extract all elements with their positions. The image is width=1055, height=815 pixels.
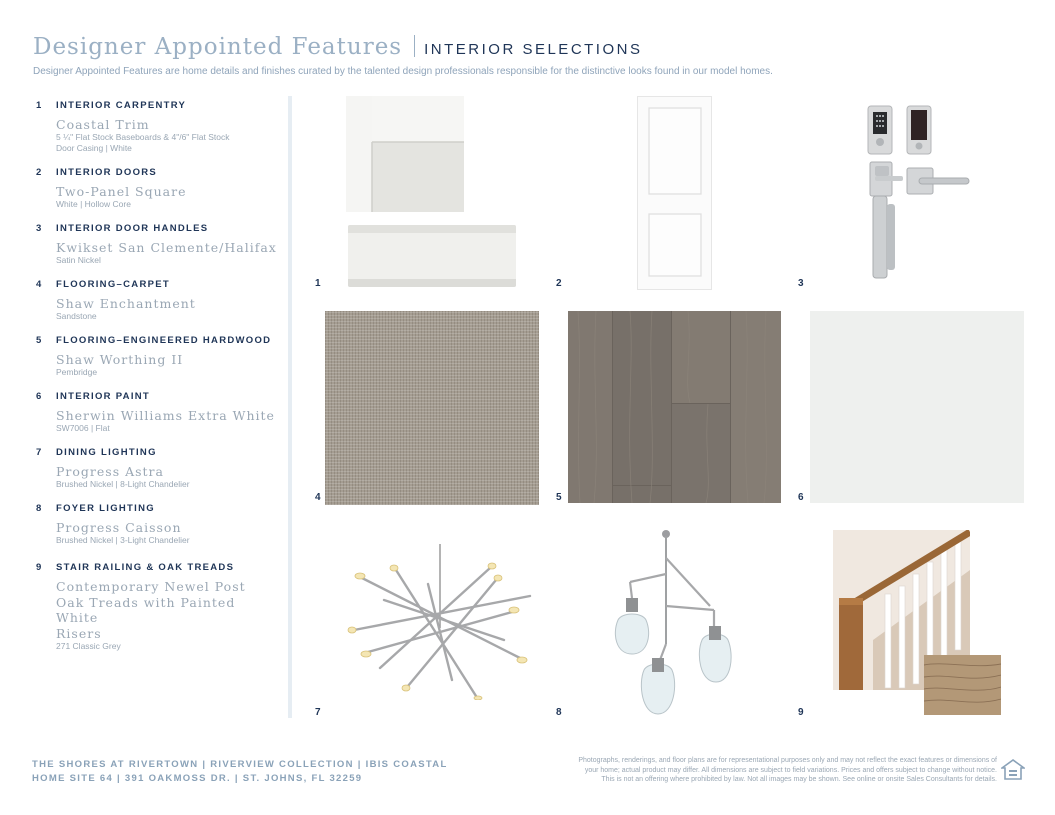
list-item xyxy=(36,279,281,322)
item-detail: Door Casing | White xyxy=(56,143,132,153)
item-number: 4 xyxy=(36,279,42,290)
panel-label: 2 xyxy=(556,278,562,289)
hardwood-swatch xyxy=(568,311,781,503)
item-product: Oak Treads with Painted White xyxy=(56,595,236,625)
item-number: 5 xyxy=(36,335,42,346)
divider-line xyxy=(288,96,292,718)
disclaimer-line: Photographs, renderings, and floor plans are for representational purposes only and may not reflect the exact features or dimensions of xyxy=(578,757,997,764)
panel-label: 4 xyxy=(315,492,321,503)
list-item xyxy=(36,503,281,546)
item-heading: FLOORING–ENGINEERED HARDWOOD xyxy=(56,335,272,346)
equal-housing-icon xyxy=(1001,759,1025,781)
title-subtitle: INTERIOR SELECTIONS xyxy=(424,41,643,58)
page-title xyxy=(33,34,642,60)
paint-swatch xyxy=(810,311,1024,503)
item-detail: 5 ¼" Flat Stock Baseboards & 4"/6" Flat Stock xyxy=(56,132,230,142)
list-item xyxy=(36,391,281,434)
oak-tread-swatch xyxy=(924,655,1001,715)
item-detail: White | Hollow Core xyxy=(56,199,131,209)
baseboard-image xyxy=(348,225,516,287)
panel-label: 9 xyxy=(798,707,804,718)
item-product: Shaw Worthing II xyxy=(56,352,184,367)
footer-community-info xyxy=(32,758,448,786)
item-product: Progress Caisson xyxy=(56,520,182,535)
item-number: 2 xyxy=(36,167,42,178)
list-item xyxy=(36,447,281,490)
item-heading: INTERIOR PAINT xyxy=(56,391,151,402)
item-number: 3 xyxy=(36,223,42,234)
item-detail: Pembridge xyxy=(56,367,98,377)
item-heading: INTERIOR DOORS xyxy=(56,167,158,178)
selection-list xyxy=(36,100,281,665)
item-product: Contemporary Newel Post xyxy=(56,579,246,594)
door-handles-image xyxy=(865,104,973,282)
footer-line-1: THE SHORES AT RIVERTOWN | RIVERVIEW COLLECTION | IBIS COASTAL xyxy=(32,759,448,770)
item-heading: INTERIOR DOOR HANDLES xyxy=(56,223,209,234)
foyer-chandelier-image xyxy=(610,530,735,718)
panel-label: 6 xyxy=(798,492,804,503)
item-number: 1 xyxy=(36,100,42,111)
intro-text: Designer Appointed Features are home details and finishes curated by the talented design professionals responsible for the distinctive looks found in our model homes. xyxy=(33,66,773,77)
item-product: Kwikset San Clemente/Halifax xyxy=(56,240,277,255)
panel-label: 5 xyxy=(556,492,562,503)
title-main: Designer Appointed Features xyxy=(33,34,403,60)
item-heading: FLOORING–CARPET xyxy=(56,279,170,290)
list-item xyxy=(36,167,281,210)
footer-disclaimer xyxy=(517,756,997,785)
item-detail: Brushed Nickel | 8-Light Chandelier xyxy=(56,479,190,489)
item-heading: DINING LIGHTING xyxy=(56,447,157,458)
title-divider xyxy=(414,35,415,57)
item-product: Coastal Trim xyxy=(56,117,150,132)
disclaimer-line: your home; actual product may differ. All dimensions are subject to field variations. Prices and offers subject to change without notice. xyxy=(584,766,997,774)
item-detail: Sandstone xyxy=(56,311,97,321)
footer-line-2: HOME SITE 64 | 391 OAKMOSS DR. | ST. JOHNS, FL 32259 xyxy=(32,773,363,784)
item-product: Sherwin Williams Extra White xyxy=(56,408,275,423)
list-item xyxy=(36,100,281,154)
disclaimer-line: This is not an offering where prohibited by law. Not all images may be shown. See online or onsite Sales Consultants for details. xyxy=(601,776,997,783)
list-item xyxy=(36,223,281,266)
item-heading: INTERIOR CARPENTRY xyxy=(56,100,187,111)
item-number: 8 xyxy=(36,503,42,514)
item-product: Progress Astra xyxy=(56,464,164,479)
item-number: 6 xyxy=(36,391,42,402)
panel-label: 8 xyxy=(556,707,562,718)
item-detail: Brushed Nickel | 3-Light Chandelier xyxy=(56,535,190,545)
list-item xyxy=(36,335,281,378)
item-heading: FOYER LIGHTING xyxy=(56,503,155,514)
carpet-swatch xyxy=(325,311,539,505)
item-number: 7 xyxy=(36,447,42,458)
panel-label: 3 xyxy=(798,278,804,289)
item-detail: Satin Nickel xyxy=(56,255,101,265)
panel-label: 7 xyxy=(315,707,321,718)
item-heading: STAIR RAILING & OAK TREADS xyxy=(56,562,235,573)
dining-chandelier-image xyxy=(340,540,540,700)
item-product: Risers xyxy=(56,626,102,641)
item-detail: SW7006 | Flat xyxy=(56,423,110,433)
door-image xyxy=(637,96,712,290)
item-number: 9 xyxy=(36,562,42,573)
item-product: Two-Panel Square xyxy=(56,184,187,199)
list-item xyxy=(36,562,281,652)
item-product: Shaw Enchantment xyxy=(56,296,196,311)
item-detail: 271 Classic Grey xyxy=(56,641,121,651)
trim-casing-image xyxy=(346,96,464,212)
panel-label: 1 xyxy=(315,278,321,289)
